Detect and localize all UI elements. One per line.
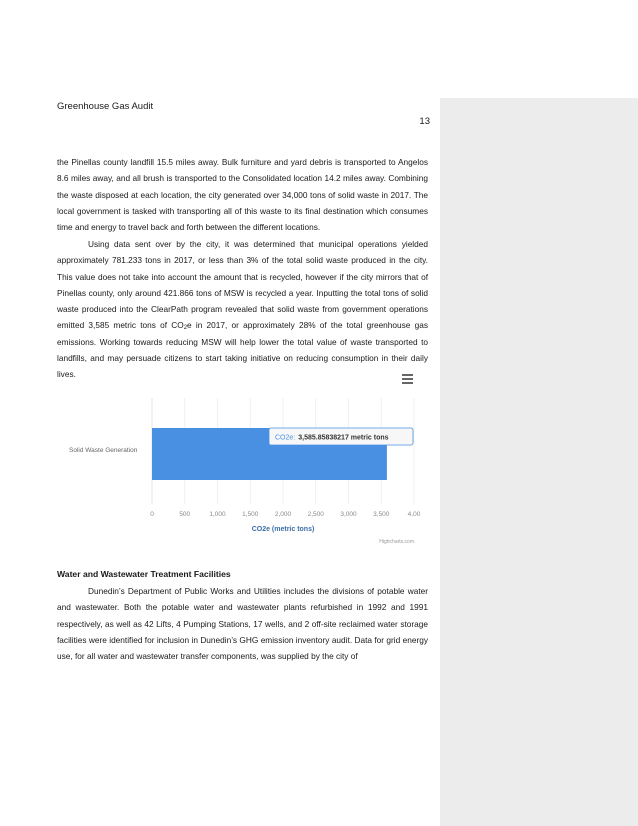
paragraph-solid-waste bbox=[57, 236, 428, 383]
paragraph-solid-waste-text: Using data sent over by the city, it was determined that municipal operations yielded approximately 781.233 tons in 2017, or less than 3% of the total solid waste produced in the city. This value does not take into account the amount that is recycled, however if the city mirrors that of Pinellas county, only around 421.866 tons of MSW is recycled a year. Inputting the total tons of solid waste produced into the ClearPath program revealed that solid waste from government operations emitted 3,585 metric tons of CO bbox=[57, 239, 428, 331]
category-label: Solid Waste Generation bbox=[69, 447, 138, 454]
paragraph-solid-waste-text-cont: e in 2017, or approximately 28% of the total greenhouse gas emissions. Working towards reducing MSW will help lower the total value of waste transported to landfills, and may persuade citizens to start taking initiative on reducing consumption in their daily lives. bbox=[57, 320, 428, 380]
x-tick-label: 2,000 bbox=[274, 511, 292, 518]
x-tick-label: 3,000 bbox=[340, 511, 357, 518]
tooltip-value: 3,585.85838217 metric tons bbox=[298, 434, 389, 442]
x-tick-label: 0 bbox=[150, 511, 154, 518]
x-tick-label: 2,500 bbox=[307, 511, 324, 518]
running-head: Greenhouse Gas Audit bbox=[57, 101, 154, 112]
svg-text:CO2e:3,585.85838217 metric ton bbox=[275, 435, 389, 442]
page-number: 13 bbox=[419, 116, 430, 127]
x-tick-label: 1,000 bbox=[209, 511, 226, 518]
co2-subscript: 2 bbox=[183, 325, 188, 332]
x-tick-label: 3,500 bbox=[373, 511, 390, 518]
chart-credit[interactable]: Highcharts.com bbox=[379, 539, 414, 545]
bar-tooltip bbox=[269, 428, 413, 445]
x-tick-label: 4,00 bbox=[407, 511, 421, 518]
section-heading: Water and Wastewater Treatment Facilities bbox=[57, 569, 231, 579]
chart-menu-icon[interactable] bbox=[402, 374, 413, 384]
chart-svg bbox=[57, 368, 430, 546]
comment-sidebar bbox=[440, 98, 638, 826]
x-axis-title: CO2e (metric tons) bbox=[251, 526, 315, 533]
paragraph-landfill: the Pinellas county landfill 15.5 miles away. Bulk furniture and yard debris is transported to Angelos 8.6 miles away, and all brush is transported to the Consolidated location 14.2 miles away. Combining the waste disposed at each location, the city generated over 34,000 tons of solid waste in 2017. The local government is tasked with transporting all of this waste to its final destination which consumes time and energy to travel back and forth between the different locations. bbox=[57, 157, 428, 233]
paragraph-water: Dunedin’s Department of Public Works and Utilities includes the divisions of potable water and wastewater. Both the potable water and wastewater plants refurbished in 1992 and 1991 respectively, as well as 42 Lifts, 4 Pumping Stations, 17 wells, and 2 off-site reclaimed water storage facilities were identified for inclusion in Dunedin’s GHG emission inventory audit. Data for grid energy use, for all water and wastewater transfer components, was supplied by the city of bbox=[57, 586, 428, 662]
emissions-bar-chart bbox=[57, 368, 430, 546]
x-tick-label: 1,500 bbox=[242, 511, 259, 518]
tooltip-label: CO2e: bbox=[275, 434, 296, 442]
x-tick-label: 500 bbox=[179, 511, 191, 518]
